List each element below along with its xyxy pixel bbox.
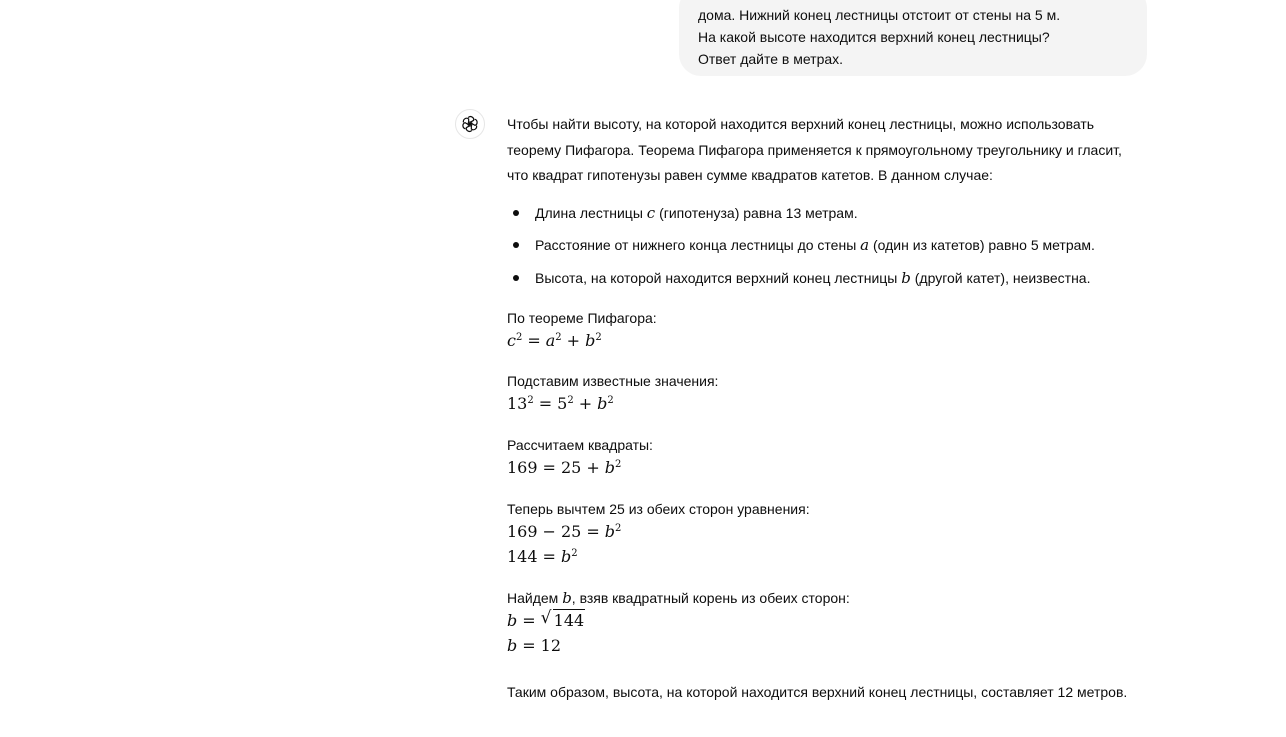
user-message-line: На какой высоте находится верхний конец лестницы? xyxy=(698,29,1050,45)
math-variable: b xyxy=(901,268,911,287)
equation: $169 - 25 = b^2$ xyxy=(507,521,622,541)
conclusion-text: Таким образом, высота, на которой находится верхний конец лестницы, составляет 12 метров. xyxy=(507,683,1128,700)
step-squares xyxy=(507,435,1147,480)
list-item-text: Расстояние от нижнего конца лестницы до стены xyxy=(535,237,861,253)
math-variable: c xyxy=(646,203,656,222)
intro-line: Чтобы найти высоту, на которой находится верхний конец лестницы, можно использовать xyxy=(507,116,1095,132)
step-label: Теперь вычтем 25 из обеих сторон уравнения: xyxy=(507,500,810,517)
list-item-text: (гипотенуза) равна 13 метрам. xyxy=(655,204,858,221)
list-item xyxy=(507,268,1147,288)
square-root: √ 144 xyxy=(540,607,585,630)
intro-line: теорему Пифагора. Теорема Пифагора применяется к прямоугольному треугольнику и гласит, xyxy=(507,141,1122,158)
assistant-message xyxy=(507,112,1147,702)
equation: b = 12 xyxy=(507,635,562,655)
step-label: Найдем b, взяв квадратный корень из обеих сторон: xyxy=(507,588,850,607)
list-item xyxy=(507,235,1147,255)
step-substitute xyxy=(507,371,1147,416)
intro-line: что квадрат гипотенузы равен сумме квадратов катетов. В данном случае: xyxy=(507,167,993,183)
math-variable: a xyxy=(860,236,870,254)
user-message-line: Ответ дайте в метрах. xyxy=(698,51,844,67)
equation: $144 = b^2$ xyxy=(507,546,578,566)
list-item-text: (один из катетов) равно 5 метрам. xyxy=(869,237,1095,253)
list-item-text: Высота, на которой находится верхний конец лестницы xyxy=(535,269,902,286)
user-message-bubble xyxy=(679,0,1147,76)
equation: $13^2 = 5^2 + b^2$ xyxy=(507,393,614,413)
equation: $169 = 25 + b^2$ xyxy=(507,457,622,477)
equation: $c^2 = a^2 + b^2$ xyxy=(507,330,602,350)
list-item-text: (другой катет), неизвестна. xyxy=(910,269,1091,286)
step-label: Рассчитаем квадраты: xyxy=(507,436,653,453)
step-subtract xyxy=(507,499,1147,569)
step-pythagoras xyxy=(507,308,1147,353)
openai-logo-icon xyxy=(455,109,485,139)
step-label: Подставим известные значения: xyxy=(507,372,719,389)
step-label: По теореме Пифагора: xyxy=(507,309,657,326)
intro-paragraph xyxy=(507,112,1147,189)
list-item-text: Длина лестницы xyxy=(535,204,647,221)
step-root xyxy=(507,588,1147,658)
list-item xyxy=(507,203,1147,223)
given-values-list xyxy=(507,203,1147,288)
user-message-line: дома. Нижний конец лестницы отстоит от стены на 5 м. xyxy=(698,7,1061,23)
equation: b = √ 144 xyxy=(507,608,1147,633)
